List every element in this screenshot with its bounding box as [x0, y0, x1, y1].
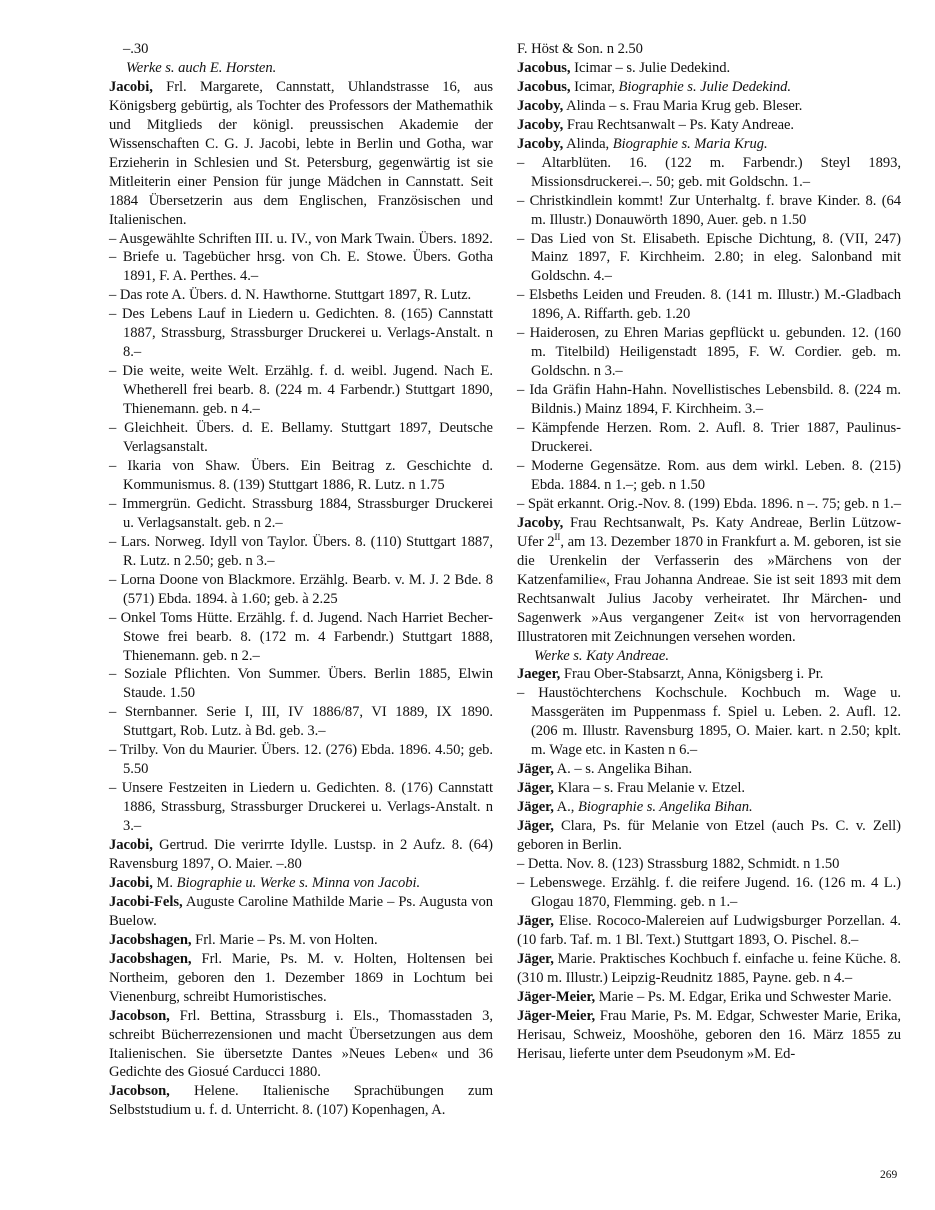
work-entry: – Moderne Gegensätze. Rom. aus dem wirkl. Leben. 8. (215) Ebda. 1884. n 1.–; geb. n 1.50	[517, 457, 901, 493]
entry-text: Klara – s. Frau Melanie v. Etzel.	[557, 780, 745, 797]
entry-headword: Jacobi,	[109, 78, 153, 95]
entry-text: A.,	[556, 799, 575, 816]
entry-text: M.	[156, 874, 173, 891]
work-entry: – Unsere Festzeiten in Liedern u. Gedichten. 8. (176) Cannstatt 1886, Strassburg, Strassburger Druckerei u. Verlags-Anstalt. n 3.–	[109, 780, 493, 835]
entry-headword: Jacoby,	[517, 116, 564, 133]
entry-headword: Jacobus,	[517, 78, 571, 95]
entry-text: Marie. Praktisches Kochbuch f. einfache u. feine Küche. 8. (310 m. Illustr.) Leipzig-Reudnitz 1885, Payne. geb. n 4.–	[517, 950, 901, 986]
entry-headword: Jacobi-Fels,	[109, 893, 183, 910]
author-entry	[517, 950, 901, 988]
entry-reference: Biographie s. Angelika Bihan.	[577, 799, 753, 816]
work-entry: – Ausgewählte Schriften III. u. IV., von Mark Twain. Übers. 1892.	[109, 230, 493, 247]
work-entry: – Elsbeths Leiden und Freuden. 8. (141 m. Illustr.) M.-Gladbach 1896, A. Riffarth. geb. 1.20	[517, 287, 901, 323]
author-entry	[517, 760, 901, 779]
author-entry	[109, 874, 493, 893]
entry-headword: Jacoby,	[517, 514, 564, 531]
entry-text: Frl. Bettina, Strassburg i. Els., Thomasstaden 3, schreibt Bücherrezensionen und macht Übersetzungen aus dem Italienischen. Sie übersetzte Dantes »Neues Leben« und 36 Gedichte des Giosué Carducci 1880.	[109, 1007, 493, 1081]
entry-text: Frau Rechtsanwalt, Ps. Katy Andreae, Berlin Lützow-Ufer 2	[517, 514, 901, 550]
author-entry	[109, 950, 493, 1007]
entry-headword: Jäger-Meier,	[517, 988, 596, 1005]
author-entry	[109, 931, 493, 950]
entry-text: , am 13. Dezember 1870 in Frankfurt a. M. geboren, ist sie die Urenkelin der Verfasserin des »Märchens von der Katzenfamilie«, Frau Johanna Andreae. Sie ist seit 1893 mit dem Rechtsanwalt Julius Jacoby verheiratet. Ihr Märchen- und Sagenwerk »Aus vergangener Zeit« ist von hervorragenden Illustratoren mit Zeichnungen versehen worden.	[517, 533, 902, 645]
author-entry	[517, 135, 901, 154]
entry-superscript: II	[554, 531, 561, 542]
work-entry: – Kämpfende Herzen. Rom. 2. Aufl. 8. Trier 1887, Paulinus-Druckerei.	[517, 420, 901, 456]
work-entry: – Christkindlein kommt! Zur Unterhaltg. f. brave Kinder. 8. (64 m. Illustr.) Donauwörth 1890, Auer. geb. n 1.50	[517, 192, 901, 228]
entry-headword: Jäger,	[517, 912, 554, 929]
entry-text: Alinda,	[566, 135, 610, 152]
author-entry	[109, 1082, 493, 1120]
author-entry	[109, 836, 493, 874]
entry-reference: Biographie s. Julie Dedekind.	[618, 78, 791, 95]
author-entry	[517, 779, 901, 798]
entry-text: Elise. Rococo-Malereien auf Ludwigsburger Porzellan. 4. (10 farb. Taf. m. 1 Bl. Text.) Stuttgart 1893, O. Pischel. 8.–	[517, 912, 901, 948]
work-entry: – Immergrün. Gedicht. Strassburg 1884, Strassburger Druckerei u. Verlagsanstalt. geb. n 2.–	[109, 495, 493, 531]
work-entry: – Die weite, weite Welt. Erzählg. f. d. weibl. Jugend. Nach E. Whetherell frei bearb. 8. (224 m. 4 Farbendr.) Stuttgart 1890, Thienemann. geb. n 4.–	[109, 363, 493, 418]
entry-headword: Jacobi,	[109, 874, 153, 891]
author-entry	[517, 116, 901, 135]
entry-text: Alinda – s. Frau Maria Krug geb. Bleser.	[566, 97, 803, 114]
work-entry: – Altarblüten. 16. (122 m. Farbendr.) Steyl 1893, Missionsdruckerei.–. 50; geb. mit Goldschn. 1.–	[517, 154, 901, 190]
entry-text: Frl. Margarete, Cannstatt, Uhlandstrasse 16, aus Königsberg gebürtig, als Tochter des Professors der Mathemathik und Mitglieds der königl. preussischen Akademie der Wissenschaften C. G. J. Jacobi, lebte in Berlin und Gotha, war Erzieherin in Schlesien und St. Petersburg, gegenwärtig ist sie Mitleiterin einer Pension für junge Mädchen in Cannstatt. Seit 1884 Übersetzerin aus dem Englischen, Französischen und Italienischen.	[109, 78, 493, 228]
entry-headword: Jacobshagen,	[109, 931, 192, 948]
work-entry: – Ikaria von Shaw. Übers. Ein Beitrag z. Geschichte d. Kommunismus. 8. (139) Stuttgart 1886, R. Lutz. n 1.75	[109, 457, 493, 493]
entry-text: Helene. Italienische Sprachübungen zum Selbststudium u. f. d. Unterricht. 8. (107) Kopenhagen, A.	[109, 1083, 494, 1119]
cross-reference: Werke s. Katy Andreae.	[534, 647, 669, 664]
author-entry	[517, 798, 901, 817]
author-entry	[109, 893, 493, 931]
entry-text: Frau Ober-Stabsarzt, Anna, Königsberg i. Pr.	[563, 666, 824, 683]
work-entry: – Spät erkannt. Orig.-Nov. 8. (199) Ebda. 1896. n –. 75; geb. n 1.–	[517, 495, 901, 512]
author-entry	[109, 78, 493, 230]
continued-text: F. Höst & Son. n 2.50	[517, 41, 643, 57]
author-entry	[517, 59, 901, 78]
work-entry: – Das rote A. Übers. d. N. Hawthorne. Stuttgart 1897, R. Lutz.	[109, 287, 472, 304]
entry-text: Clara, Ps. für Melanie von Etzel (auch Ps. C. v. Zell) geboren in Berlin.	[517, 818, 901, 854]
author-entry	[109, 1007, 493, 1083]
entry-headword: Jäger,	[517, 780, 554, 797]
entry-headword: Jäger,	[517, 799, 554, 816]
work-entry: – Des Lebens Lauf in Liedern u. Gedichten. 8. (165) Cannstatt 1887, Strassburg, Strassburger Druckerei u. Verlags-Anstalt. n 8.–	[109, 306, 493, 361]
entry-text: Marie – Ps. M. Edgar, Erika und Schwester Marie.	[598, 988, 892, 1005]
work-entry: – Lorna Doone von Blackmore. Erzählg. Bearb. v. M. J. 2 Bde. 8 (571) Ebda. 1894. à 1.60; geb. à 2.25	[109, 571, 493, 607]
work-entry: – Trilby. Von du Maurier. Übers. 12. (276) Ebda. 1896. 4.50; geb. 5.50	[109, 742, 493, 778]
entry-headword: Jäger-Meier,	[517, 1007, 596, 1024]
entry-headword: Jäger,	[517, 950, 554, 967]
entry-text: A. – s. Angelika Bihan.	[556, 761, 693, 778]
work-entry: – Das Lied von St. Elisabeth. Epische Dichtung, 8. (VII, 247) Mainz 1897, F. Kirchheim. 2.80; in eleg. Salonband mit Goldschn. 4.–	[517, 230, 901, 285]
entry-headword: Jacobi,	[109, 837, 153, 854]
work-entry: – Ida Gräfin Hahn-Hahn. Novellistisches Lebensbild. 8. (224 m. Bildnis.) Mainz 1894, F. Kirchheim. 3.–	[517, 382, 901, 418]
author-entry	[517, 78, 901, 97]
page-number: 269	[880, 1169, 898, 1181]
work-entry: – Briefe u. Tagebücher hrsg. von Ch. E. Stowe. Übers. Gotha 1891, F. A. Perthes. 4.–	[109, 249, 493, 285]
entry-text: Frau Marie, Ps. M. Edgar, Schwester Marie, Erika, Herisau, Schweiz, Mooshöhe, geboren den 16. März 1855 zu Herisau, lieferte unter dem Pseudonym »M. Ed-	[517, 1007, 901, 1062]
entry-headword: Jacobshagen,	[109, 950, 192, 967]
author-entry	[517, 1007, 901, 1064]
entry-text: Icimar,	[574, 78, 615, 95]
work-entry: – Lars. Norweg. Idyll von Taylor. Übers. 8. (110) Stuttgart 1887, R. Lutz. n 2.50; geb. n 3.–	[109, 533, 493, 569]
work-entry: – Detta. Nov. 8. (123) Strassburg 1882, Schmidt. n 1.50	[517, 855, 840, 872]
right-column	[517, 40, 901, 1063]
author-entry	[517, 665, 901, 684]
author-entry	[517, 912, 901, 950]
work-entry: – Onkel Toms Hütte. Erzählg. f. d. Jugend. Nach Harriet Becher-Stowe frei bearb. 8. (172 m. 4 Farbendr.) Stuttgart 1888, Thienemann. geb. n 2.–	[109, 609, 493, 664]
work-entry: – Lebenswege. Erzählg. f. die reifere Jugend. 16. (126 m. 4 L.) Glogau 1870, Flemming. geb. n 1.–	[517, 874, 901, 910]
entry-reference: Biographie u. Werke s. Minna von Jacobi.	[176, 874, 421, 891]
entry-headword: Jacoby,	[517, 135, 564, 152]
entry-text: Frau Rechtsanwalt – Ps. Katy Andreae.	[566, 116, 795, 133]
entry-text: Auguste Caroline Mathilde Marie – Ps. Augusta von Buelow.	[109, 893, 493, 929]
entry-headword: Jacobson,	[109, 1083, 170, 1100]
cross-reference: Werke s. auch E. Horsten.	[126, 59, 277, 76]
author-entry	[517, 817, 901, 855]
entry-headword: Jacobson,	[109, 1007, 170, 1024]
entry-text: Frl. Marie – Ps. M. von Holten.	[195, 931, 378, 948]
left-column	[109, 40, 493, 1120]
entry-headword: Jäger,	[517, 761, 554, 778]
author-entry	[517, 514, 901, 647]
author-entry	[517, 988, 901, 1007]
author-entry	[517, 97, 901, 116]
entry-headword: Jacobus,	[517, 59, 571, 76]
entry-headword: Jacoby,	[517, 97, 564, 114]
work-entry: – Haustöchterchens Kochschule. Kochbuch m. Wage u. Massgeräten im Puppenmass f. Spiel u. Leben. 2. Aufl. 12. (206 m. Illustr. Ravensburg 1895, O. Maier. kart. n 2.50; kplt. m. Wage etc. in Kasten n 6.–	[517, 685, 901, 759]
entry-reference: Biographie s. Maria Krug.	[612, 135, 768, 152]
entry-headword: Jaeger,	[517, 666, 561, 683]
entry-text: Frl. Marie, Ps. M. v. Holten, Holtensen bei Northeim, geboren den 1. Dezember 1869 in Lochtum bei Vienenburg, schreibt Humoristisches.	[109, 950, 494, 1005]
work-entry: – Haiderosen, zu Ehren Marias gepflückt u. gebunden. 12. (160 m. Titelbild) Heiligenstadt 1895, F. W. Cordier. geb. m. Goldschn. n 3.–	[517, 325, 901, 380]
continued-text: –.30	[123, 41, 149, 57]
entry-text: Gertrud. Die verirrte Idylle. Lustsp. in 2 Aufz. 8. (64) Ravensburg 1897, O. Maier. –.80	[109, 837, 493, 872]
work-entry: – Sternbanner. Serie I, III, IV 1886/87, VI 1889, IX 1890. Stuttgart, Rob. Lutz. à Bd. geb. 3.–	[109, 704, 493, 740]
entry-text: Icimar – s. Julie Dedekind.	[574, 59, 731, 76]
work-entry: – Soziale Pflichten. Von Summer. Übers. Berlin 1885, Elwin Staude. 1.50	[109, 666, 493, 702]
work-entry: – Gleichheit. Übers. d. E. Bellamy. Stuttgart 1897, Deutsche Verlagsanstalt.	[109, 420, 493, 456]
entry-headword: Jäger,	[517, 818, 554, 835]
